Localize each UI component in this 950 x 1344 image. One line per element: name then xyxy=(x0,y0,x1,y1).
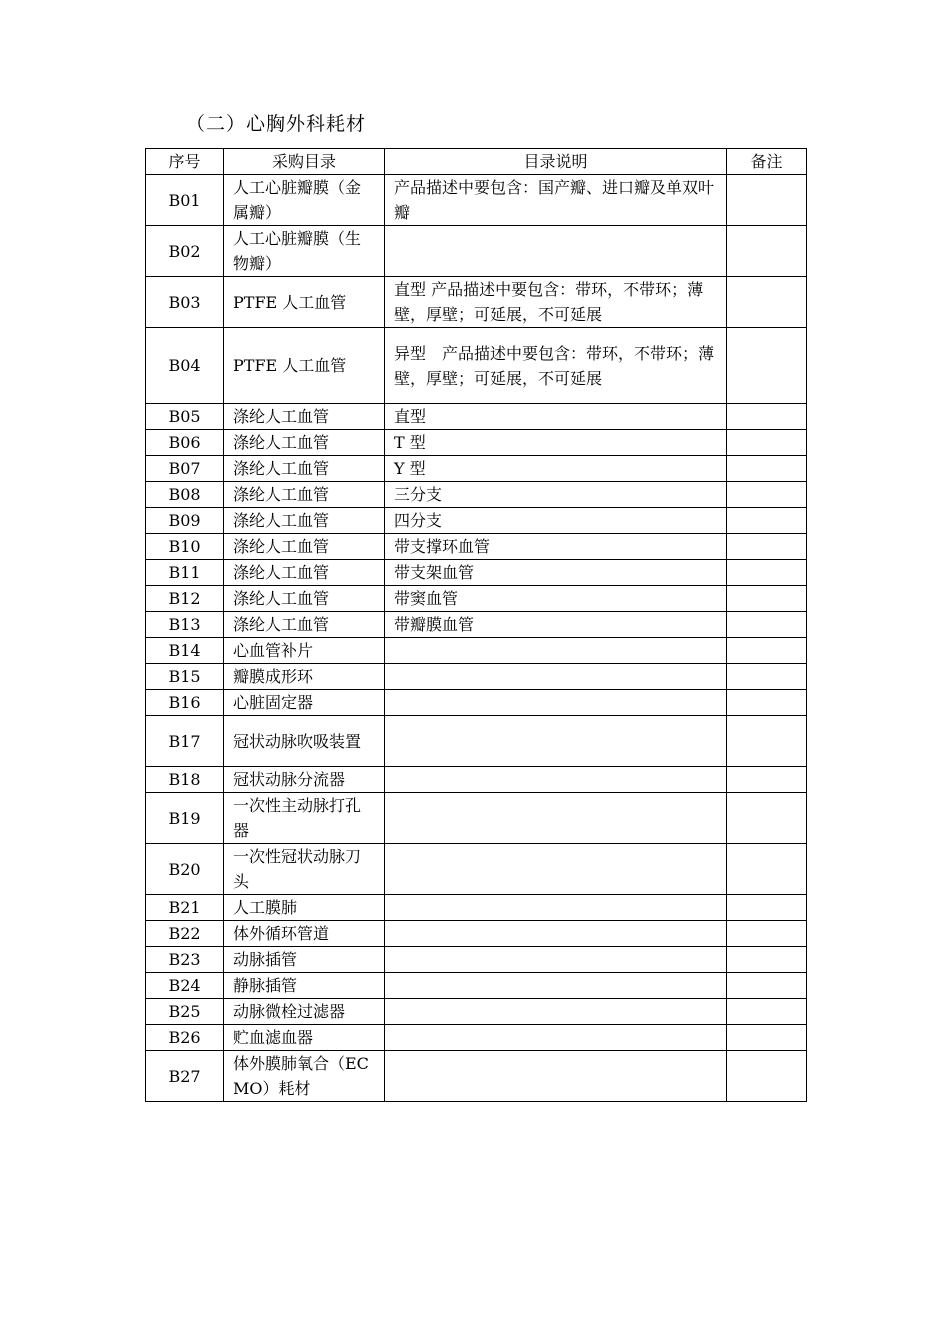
catalog-table xyxy=(145,148,807,1102)
cell-no: B24 xyxy=(146,973,224,999)
cell-item: 涤纶人工血管 xyxy=(224,430,385,456)
cell-no: B13 xyxy=(146,612,224,638)
cell-no: B25 xyxy=(146,999,224,1025)
table-row xyxy=(146,767,807,793)
cell-item: 人工膜肺 xyxy=(224,895,385,921)
cell-no: B05 xyxy=(146,404,224,430)
cell-desc xyxy=(385,895,727,921)
cell-desc xyxy=(385,973,727,999)
cell-no: B08 xyxy=(146,482,224,508)
cell-item: 动脉微栓过滤器 xyxy=(224,999,385,1025)
cell-note xyxy=(727,921,807,947)
cell-note xyxy=(727,226,807,277)
table-body xyxy=(146,175,807,1102)
table-header-row xyxy=(146,149,807,175)
cell-item: 一次性冠状动脉刀头 xyxy=(224,844,385,895)
table-row xyxy=(146,586,807,612)
cell-note xyxy=(727,586,807,612)
cell-no: B26 xyxy=(146,1025,224,1051)
cell-item: 瓣膜成形环 xyxy=(224,664,385,690)
table-row xyxy=(146,328,807,404)
cell-note xyxy=(727,1025,807,1051)
cell-no: B02 xyxy=(146,226,224,277)
header-no: 序号 xyxy=(146,149,224,175)
cell-item: 涤纶人工血管 xyxy=(224,456,385,482)
table-row xyxy=(146,508,807,534)
table-row xyxy=(146,277,807,328)
cell-note xyxy=(727,482,807,508)
cell-desc xyxy=(385,1051,727,1102)
cell-desc xyxy=(385,999,727,1025)
cell-item: 涤纶人工血管 xyxy=(224,612,385,638)
cell-item: 体外膜肺氧合（ECMO）耗材 xyxy=(224,1051,385,1102)
cell-item: 涤纶人工血管 xyxy=(224,482,385,508)
table-row xyxy=(146,612,807,638)
cell-item: 心血管补片 xyxy=(224,638,385,664)
cell-note xyxy=(727,638,807,664)
cell-desc: 三分支 xyxy=(385,482,727,508)
table-row xyxy=(146,716,807,767)
cell-item: PTFE 人工血管 xyxy=(224,328,385,404)
table-row xyxy=(146,456,807,482)
cell-desc: 带瓣膜血管 xyxy=(385,612,727,638)
cell-note xyxy=(727,895,807,921)
cell-note xyxy=(727,664,807,690)
cell-desc: 带支架血管 xyxy=(385,560,727,586)
cell-item: 涤纶人工血管 xyxy=(224,404,385,430)
cell-item: 涤纶人工血管 xyxy=(224,534,385,560)
table-row xyxy=(146,921,807,947)
cell-note xyxy=(727,456,807,482)
cell-no: B17 xyxy=(146,716,224,767)
cell-item: 体外循环管道 xyxy=(224,921,385,947)
cell-note xyxy=(727,690,807,716)
cell-item: 一次性主动脉打孔器 xyxy=(224,793,385,844)
cell-desc: Y 型 xyxy=(385,456,727,482)
cell-desc xyxy=(385,716,727,767)
cell-no: B04 xyxy=(146,328,224,404)
table-row xyxy=(146,844,807,895)
cell-no: B01 xyxy=(146,175,224,226)
cell-desc: T 型 xyxy=(385,430,727,456)
cell-item: 人工心脏瓣膜（生物瓣） xyxy=(224,226,385,277)
cell-note xyxy=(727,175,807,226)
table-row xyxy=(146,226,807,277)
table-row xyxy=(146,430,807,456)
cell-note xyxy=(727,560,807,586)
cell-no: B14 xyxy=(146,638,224,664)
cell-no: B07 xyxy=(146,456,224,482)
table-row xyxy=(146,999,807,1025)
cell-no: B16 xyxy=(146,690,224,716)
cell-desc: 直型 xyxy=(385,404,727,430)
cell-desc xyxy=(385,1025,727,1051)
cell-note xyxy=(727,612,807,638)
cell-note xyxy=(727,508,807,534)
cell-item: 涤纶人工血管 xyxy=(224,586,385,612)
cell-note xyxy=(727,277,807,328)
cell-item: 涤纶人工血管 xyxy=(224,508,385,534)
cell-item: 贮血滤血器 xyxy=(224,1025,385,1051)
cell-note xyxy=(727,534,807,560)
cell-no: B11 xyxy=(146,560,224,586)
cell-note xyxy=(727,947,807,973)
cell-desc xyxy=(385,921,727,947)
table-row xyxy=(146,404,807,430)
header-note: 备注 xyxy=(727,149,807,175)
cell-item: 静脉插管 xyxy=(224,973,385,999)
table-row xyxy=(146,895,807,921)
table-row xyxy=(146,1025,807,1051)
cell-no: B27 xyxy=(146,1051,224,1102)
table-row xyxy=(146,638,807,664)
cell-desc: 带支撑环血管 xyxy=(385,534,727,560)
cell-desc: 直型 产品描述中要包含：带环，不带环；薄壁，厚壁；可延展，不可延展 xyxy=(385,277,727,328)
table-row xyxy=(146,482,807,508)
cell-note xyxy=(727,844,807,895)
cell-note xyxy=(727,430,807,456)
cell-desc xyxy=(385,767,727,793)
cell-note xyxy=(727,767,807,793)
cell-desc xyxy=(385,638,727,664)
table-row xyxy=(146,560,807,586)
cell-no: B03 xyxy=(146,277,224,328)
table-row xyxy=(146,690,807,716)
table-row xyxy=(146,175,807,226)
table-row xyxy=(146,793,807,844)
cell-item: PTFE 人工血管 xyxy=(224,277,385,328)
cell-no: B21 xyxy=(146,895,224,921)
cell-no: B12 xyxy=(146,586,224,612)
table-row xyxy=(146,664,807,690)
cell-no: B19 xyxy=(146,793,224,844)
cell-item: 涤纶人工血管 xyxy=(224,560,385,586)
cell-note xyxy=(727,1051,807,1102)
cell-item: 人工心脏瓣膜（金属瓣） xyxy=(224,175,385,226)
table-row xyxy=(146,534,807,560)
cell-item: 冠状动脉吹吸装置 xyxy=(224,716,385,767)
cell-no: B15 xyxy=(146,664,224,690)
cell-desc xyxy=(385,947,727,973)
cell-desc: 带窦血管 xyxy=(385,586,727,612)
section-title: （二）心胸外科耗材 xyxy=(186,113,367,135)
cell-item: 冠状动脉分流器 xyxy=(224,767,385,793)
header-desc: 目录说明 xyxy=(385,149,727,175)
cell-note xyxy=(727,716,807,767)
cell-no: B09 xyxy=(146,508,224,534)
cell-desc: 异型 产品描述中要包含：带环，不带环；薄壁，厚壁；可延展，不可延展 xyxy=(385,328,727,404)
table-row xyxy=(146,973,807,999)
cell-no: B18 xyxy=(146,767,224,793)
table-row xyxy=(146,947,807,973)
cell-note xyxy=(727,973,807,999)
cell-no: B10 xyxy=(146,534,224,560)
cell-desc xyxy=(385,226,727,277)
header-item: 采购目录 xyxy=(224,149,385,175)
cell-note xyxy=(727,793,807,844)
cell-note xyxy=(727,999,807,1025)
cell-desc xyxy=(385,664,727,690)
cell-desc xyxy=(385,844,727,895)
cell-no: B06 xyxy=(146,430,224,456)
cell-desc xyxy=(385,793,727,844)
table-row xyxy=(146,1051,807,1102)
cell-no: B20 xyxy=(146,844,224,895)
cell-desc: 四分支 xyxy=(385,508,727,534)
cell-no: B22 xyxy=(146,921,224,947)
cell-note xyxy=(727,328,807,404)
cell-desc xyxy=(385,690,727,716)
cell-desc: 产品描述中要包含：国产瓣、进口瓣及单双叶瓣 xyxy=(385,175,727,226)
cell-item: 动脉插管 xyxy=(224,947,385,973)
cell-item: 心脏固定器 xyxy=(224,690,385,716)
cell-no: B23 xyxy=(146,947,224,973)
cell-note xyxy=(727,404,807,430)
